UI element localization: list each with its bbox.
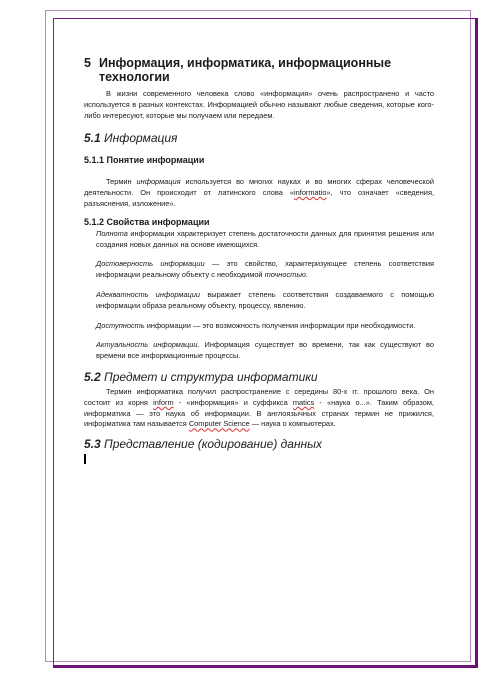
property-tail: . [305, 270, 308, 280]
property-term: Достоверность информации [96, 259, 205, 269]
intro-paragraph: В жизни современного человека слово «информация» очень распространено и часто используется в разных контекстах. Информацией обычно называют любые сведения, которые кого-либо интересуют, которые мы получаем или передаем. [84, 89, 434, 120]
property-item [84, 259, 434, 281]
spellcheck-word: Computer Science [188, 419, 250, 429]
property-text: выражает степень соответствия создаваемого с помощью информации образа реальному объекту, процессу, явлению. [96, 289, 434, 310]
property-text: информации характеризует степень достаточности данных для принятия решения или создания новых данных на основе имеющихся. [96, 228, 434, 249]
property-term: Доступность [96, 320, 145, 330]
property-emphasis: точностью [264, 270, 306, 280]
section-5-1-title: Информация [104, 131, 178, 146]
chapter-heading [84, 56, 434, 84]
section-5-1-1-paragraph [84, 177, 434, 209]
section-5-2-title: Предмет и структура информатики [104, 369, 318, 384]
cursor-line[interactable] [84, 451, 434, 465]
spellcheck-word: matics [292, 397, 315, 407]
property-item [84, 340, 434, 362]
section-5-2-heading [84, 370, 434, 384]
section-5-3-heading [84, 437, 434, 451]
section-5-1-number: 5.1 [84, 131, 101, 146]
chapter-title: Информация, информатика, информационные технологии [99, 56, 392, 84]
property-term: Полнота [96, 228, 128, 238]
text-run: используется во многих науках и во многих сферах человеческой деятельности. Он происходит от латинского слова « [84, 177, 434, 198]
section-5-1-heading [84, 131, 434, 145]
property-text: информации — это возможность получения информации при необходимости. [144, 320, 416, 330]
property-item [84, 290, 434, 312]
document-body[interactable] [84, 56, 434, 465]
text-run: - «наука о...». Таким образом, информатика — это наука об информации. В англоязычных странах термин не прижился, информатика там называется [84, 397, 434, 429]
text-run: Термин информатика получил распространение с середины 80-х гг. прошлого века. Он состоит из корня [84, 386, 434, 407]
section-5-3-number: 5.3 [84, 437, 101, 452]
section-5-1-2-heading: 5.1.2 Свойства информации [84, 216, 210, 227]
property-item [84, 229, 434, 251]
property-text: . Информация существует во времени, так как существуют во времени все информационные процессы. [96, 340, 434, 361]
property-text: — это свойство, характеризующее степень соответствия информации реальному объекту с необходимой [96, 259, 434, 280]
property-term: Адекватность информации [96, 289, 201, 299]
spellcheck-word: informatio [294, 188, 327, 198]
section-5-2-number: 5.2 [84, 369, 101, 384]
section-5-2-paragraph [84, 387, 434, 430]
text-run: », что означает «сведения, разъяснения, изложение». [84, 188, 434, 208]
property-item [84, 321, 434, 332]
spellcheck-word: inform [153, 397, 174, 407]
properties-list [84, 229, 434, 362]
property-term: Актуальность информации [96, 340, 198, 350]
chapter-number: 5 [84, 56, 91, 70]
section-5-1-1-heading: 5.1.1 Понятие информации [84, 155, 205, 166]
section-5-3-title: Представление (кодирование) данных [104, 437, 322, 452]
text-cursor [84, 454, 86, 464]
text-run: - «информация» и суффикса [173, 397, 293, 407]
emphasis-term: информация [136, 177, 181, 187]
text-run: — наука о компьютерах. [249, 419, 336, 429]
text-run: Термин [106, 177, 137, 187]
